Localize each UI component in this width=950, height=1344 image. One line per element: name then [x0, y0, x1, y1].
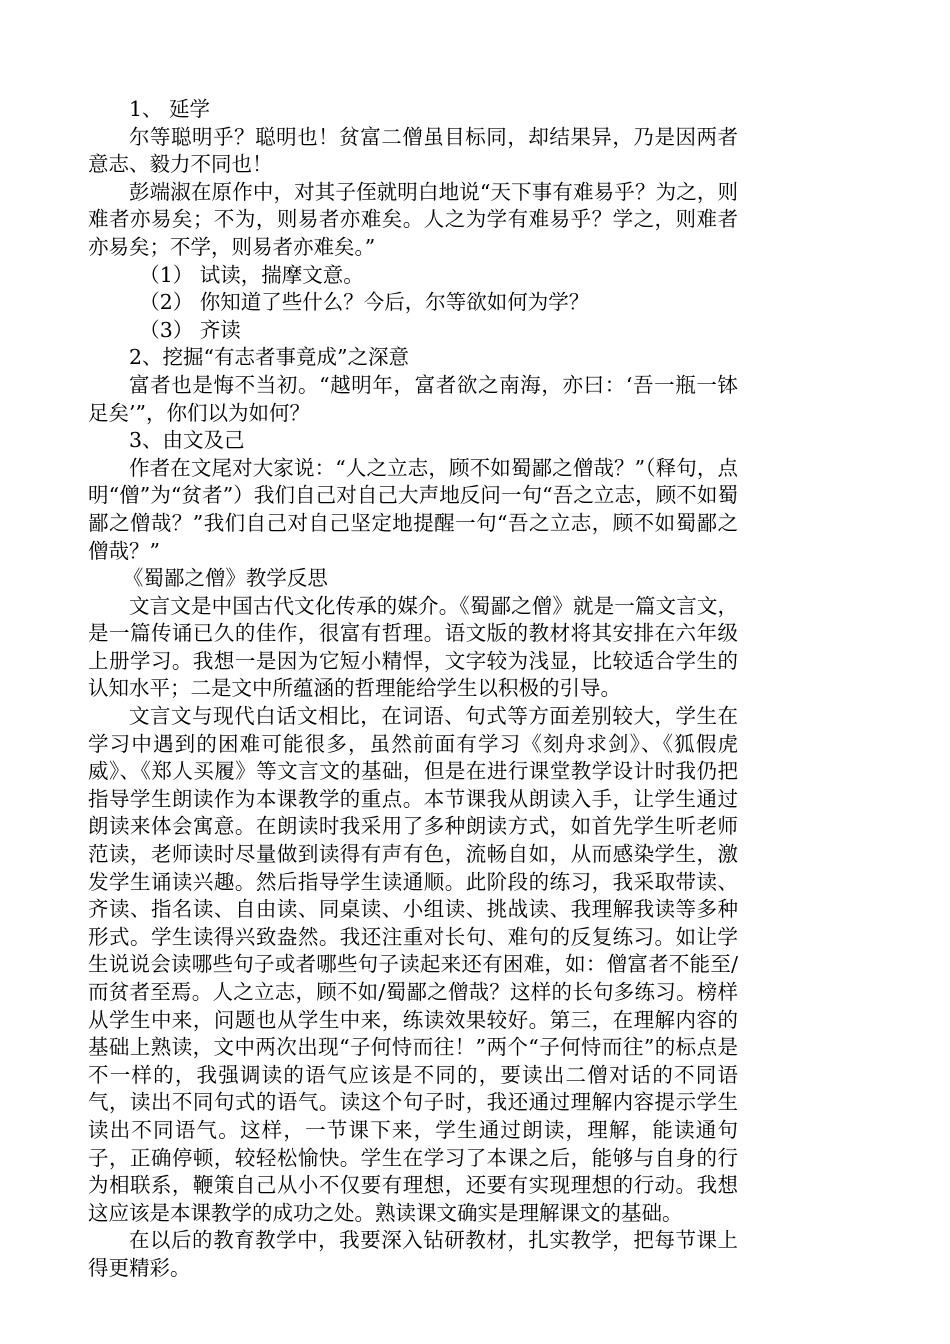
section-heading-self: 3、由文及己 [129, 428, 245, 453]
sub-item: （1） 试读，揣摩文意。 [139, 262, 364, 287]
sub-item: （3） 齐读 [139, 317, 241, 342]
paragraph: 文言文与现代白话文相比，在词语、句式等方面差别较大，学生在学习中遇到的困难可能很多，虽然前面有学习《刻舟求剑》、《狐假虎威》、《郑人买履》等文言文的基础，但是在进行课堂教学设计时我仍把指导学生朗读作为本课教学的重点。本节课我从朗读入手，让学生通过朗读来体会寓意。在朗读时我采用了多种朗读方式，如首先学生听老师范读，老师读时尽量做到读得有声有色，流畅自如，从而感染学生，激发学生诵读兴趣。然后指导学生读通顺。此阶段的练习，我采取带读、齐读、指名读、自由读、同桌读、小组读、挑战读、我理解我读等多种形式。学生读得兴致盎然。我还注重对长句、难句的反复练习。如让学生说说会读哪些句子或者哪些句子读起来还有困难，如：僧富者不能至/而贫者至焉。人之立志，顾不如/蜀鄙之僧哉？这样的长句多练习。榜样从学生中来，问题也从学生中来，练读效果较好。第三，在理解内容的基础上熟读，文中两次出现“子何恃而往！”两个“子何恃而往”的标点是不一样的，我强调读的语气应该是不同的，要读出二僧对话的不同语气，读出不同句式的语气。读这个句子时，我还通过理解内容提示学生读出不同语气。这样，一节课下来，学生通过朗读，理解，能读通句子，正确停顿，较轻松愉快。学生在学习了本课之后，能够与自身的行为相联系，鞭策自己从小不仅要有理想，还要有实现理想的行动。我想这应该是本课教学的成功之处。熟读课文确实是理解课文的基础。 [88, 704, 738, 1225]
section-heading-meaning: 2、挖掘“有志者事竟成”之深意 [129, 345, 410, 370]
paragraph: 富者也是悔不当初。“越明年，富者欲之南海，亦曰：‘吾一瓶一钵足矣’”，你们以为如何？ [88, 372, 738, 425]
paragraph: 尔等聪明乎？聪明也！贫富二僧虽目标同，却结果异，乃是因两者意志、毅力不同也！ [88, 124, 738, 177]
sub-item: （2） 你知道了些什么？今后，尔等欲如何为学？ [139, 290, 590, 315]
paragraph: 在以后的教育教学中，我要深入钻研教材，扎实教学，把每节课上得更精彩。 [88, 1228, 738, 1280]
reflection-title: 《蜀鄙之僧》教学反思 [122, 566, 328, 591]
paragraph: 作者在文尾对大家说：“人之立志，顾不如蜀鄙之僧哉？”（释句，点明“僧”为“贫者”）我们自己对自己大声地反问一句“吾之立志，顾不如蜀鄙之僧哉？”我们自己对自己坚定地提醒一句“吾之立志，顾不如蜀鄙之僧哉？” [88, 455, 738, 563]
paragraph: 彭端淑在原作中，对其子侄就明白地说“天下事有难易乎？为之，则难者亦易矣；不为，则易者亦难矣。人之为学有难易乎？学之，则难者亦易矣；不学，则易者亦难矣。” [88, 179, 738, 259]
document-page [88, 96, 738, 1283]
section-heading-extension: 1、 延学 [129, 97, 211, 121]
paragraph: 文言文是中国古代文化传承的媒介。《蜀鄙之僧》就是一篇文言文，是一篇传诵已久的佳作，很富有哲理。语文版的教材将其安排在六年级上册学习。我想一是因为它短小精悍，文字较为浅显，比较适合学生的认知水平；二是文中所蕴涵的哲理能给学生以积极的引导。 [88, 593, 738, 701]
